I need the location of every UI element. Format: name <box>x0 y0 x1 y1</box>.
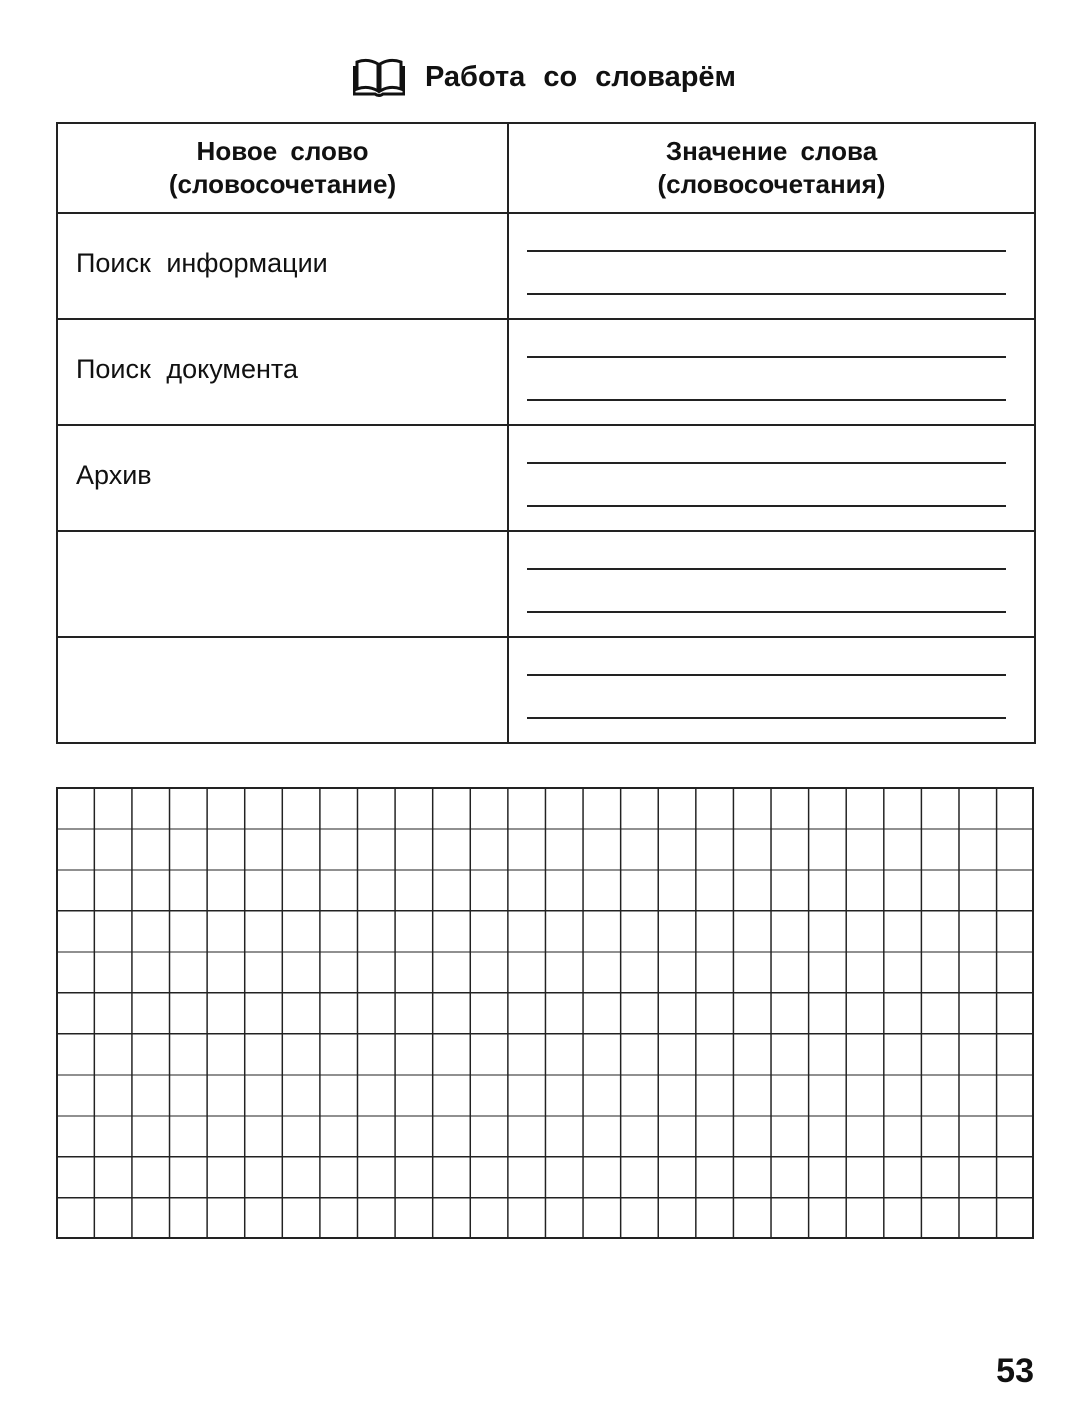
writing-line <box>527 505 1006 507</box>
word-cell[interactable] <box>57 531 508 637</box>
column-header-line: (словосочетание) <box>168 169 397 199</box>
squared-writing-grid[interactable] <box>56 787 1034 1239</box>
column-header-line: Новое слово <box>196 136 369 166</box>
writing-line <box>527 462 1006 464</box>
meaning-cell[interactable] <box>508 319 1035 425</box>
meaning-cell[interactable] <box>508 637 1035 743</box>
writing-line <box>527 717 1006 719</box>
writing-line <box>527 674 1006 676</box>
table-row <box>57 319 1035 425</box>
open-book-icon <box>353 56 405 98</box>
table-row <box>57 637 1035 743</box>
word-cell: Поиск информации <box>57 213 508 319</box>
column-header-meaning <box>508 123 1035 213</box>
meaning-cell[interactable] <box>508 213 1035 319</box>
writing-line <box>527 611 1006 613</box>
table-row <box>57 213 1035 319</box>
meaning-cell[interactable] <box>508 531 1035 637</box>
section-title: Работа со словарём <box>424 60 737 93</box>
writing-line <box>527 356 1006 358</box>
table-row <box>57 531 1035 637</box>
word-cell: Архив <box>57 425 508 531</box>
writing-line <box>527 250 1006 252</box>
table-header-row <box>57 123 1035 213</box>
dictionary-table <box>56 122 1036 744</box>
word-cell: Поиск документа <box>57 319 508 425</box>
column-header-line: Значение слова <box>665 136 878 166</box>
page-number: 53 <box>996 1352 1034 1390</box>
meaning-cell[interactable] <box>508 425 1035 531</box>
column-header-line: (словосочетания) <box>657 169 886 199</box>
writing-line <box>527 293 1006 295</box>
writing-line <box>527 399 1006 401</box>
section-heading <box>0 50 1089 104</box>
writing-line <box>527 568 1006 570</box>
table-row <box>57 425 1035 531</box>
column-header-new-word <box>57 123 508 213</box>
word-cell[interactable] <box>57 637 508 743</box>
